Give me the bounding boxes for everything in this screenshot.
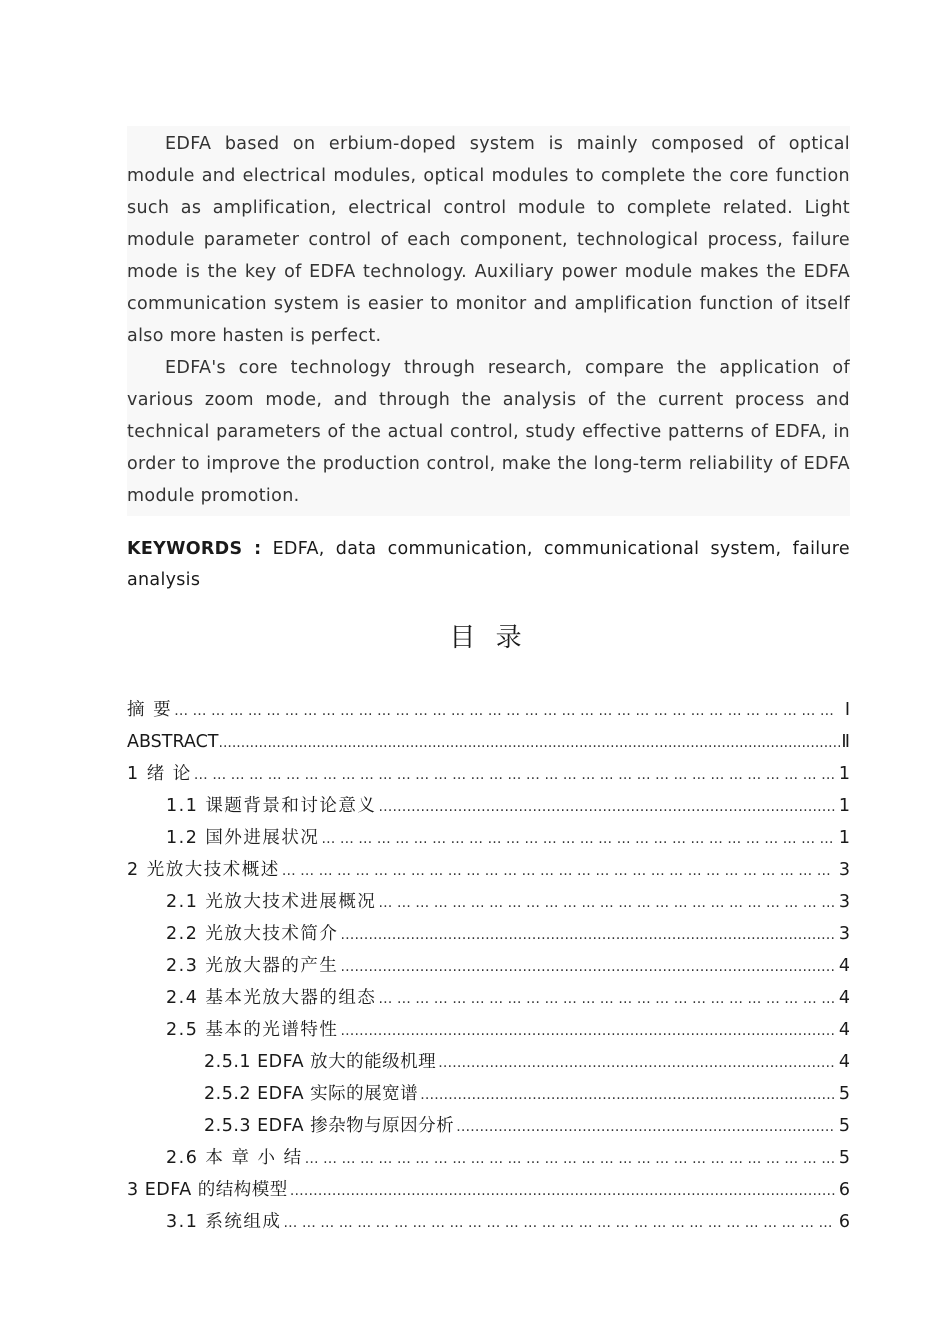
toc-leader bbox=[378, 983, 834, 1014]
toc-entry-2-5-3[interactable] bbox=[127, 1110, 850, 1142]
toc-page-number: 5 bbox=[838, 1148, 850, 1168]
toc-leader bbox=[456, 1111, 835, 1142]
toc-leader bbox=[283, 1207, 834, 1238]
toc-entry-2-6[interactable] bbox=[127, 1142, 850, 1174]
toc-entry-text: 2.1 光放大技术进展概况 bbox=[166, 892, 377, 912]
toc-leader bbox=[340, 951, 834, 982]
toc-page-number: 1 bbox=[838, 828, 850, 848]
toc-entry-2-5[interactable] bbox=[127, 1014, 850, 1046]
abstract-paragraph-2: EDFA's core technology through research, compare the application of various zoom mode, and through the analysis of the current process and technical parameters of the actual control, study effective patterns of EDFA, in order to improve the production control, make the long-term reliability of EDFA module promotion. bbox=[127, 358, 850, 506]
toc-entry-chapter-1[interactable] bbox=[127, 758, 850, 790]
toc-entry-chapter-3[interactable] bbox=[127, 1174, 850, 1206]
toc-entry-1-1[interactable] bbox=[127, 790, 850, 822]
toc-entry-1-2[interactable] bbox=[127, 822, 850, 854]
toc-entry-2-4[interactable] bbox=[127, 982, 850, 1014]
toc-leader bbox=[378, 887, 834, 918]
toc-entry-text: 3.1 系统组成 bbox=[166, 1212, 282, 1232]
toc-entry-2-1[interactable] bbox=[127, 886, 850, 918]
toc-entry-text: 摘 要 bbox=[127, 700, 173, 720]
toc-page-number: 4 bbox=[838, 956, 850, 976]
abstract-section bbox=[127, 126, 850, 516]
toc-entry-text: 1.2 国外进展状况 bbox=[166, 828, 320, 848]
toc-leader bbox=[282, 855, 835, 886]
toc-leader bbox=[194, 759, 835, 790]
toc-leader bbox=[378, 791, 834, 822]
keywords-line bbox=[127, 534, 850, 596]
toc-entry-2-5-1[interactable] bbox=[127, 1046, 850, 1078]
toc-entry-text: ABSTRACT bbox=[127, 732, 219, 752]
toc-entry-text: 2 光放大技术概述 bbox=[127, 860, 280, 880]
toc-leader bbox=[340, 919, 834, 950]
toc-entry-2-2[interactable] bbox=[127, 918, 850, 950]
toc-entry-abstract-cn[interactable] bbox=[127, 694, 850, 726]
toc-leader bbox=[219, 727, 841, 758]
toc-leader bbox=[438, 1047, 835, 1078]
keywords-text: EDFA, data communication, communicational system, failure analysis bbox=[127, 539, 850, 590]
toc-title: 目 录 bbox=[449, 623, 528, 653]
toc-entry-3-1[interactable] bbox=[127, 1206, 850, 1238]
toc-page-number: 1 bbox=[838, 764, 850, 784]
toc-leader bbox=[174, 695, 836, 726]
table-of-contents bbox=[127, 694, 850, 1238]
toc-leader bbox=[420, 1079, 835, 1110]
toc-entry-text: 2.3 光放大器的产生 bbox=[166, 956, 339, 976]
abstract-paragraph-1: EDFA based on erbium-doped system is mainly composed of optical module and electrical modules, optical modules to complete the core function such as amplification, electrical control module to complete related. Light module parameter control of each component, technological process, failure mode is the key of EDFA technology. Auxiliary power module makes the EDFA communication system is easier to monitor and amplification function of itself also more hasten is perfect. bbox=[127, 134, 850, 346]
toc-page-number: 6 bbox=[838, 1212, 850, 1232]
toc-entry-text: 2.5.1 EDFA 放大的能级机理 bbox=[204, 1052, 437, 1072]
toc-page-number: Ⅱ bbox=[841, 732, 850, 752]
toc-entry-text: 1 绪 论 bbox=[127, 764, 192, 784]
toc-entry-text: 1.1 课题背景和讨论意义 bbox=[166, 796, 377, 816]
toc-entry-text: 2.6 本 章 小 结 bbox=[166, 1148, 303, 1168]
toc-entry-2-3[interactable] bbox=[127, 950, 850, 982]
toc-page-number: 6 bbox=[838, 1180, 850, 1200]
toc-page-number: 5 bbox=[838, 1084, 850, 1104]
toc-entry-text: 2.5 基本的光谱特性 bbox=[166, 1020, 339, 1040]
toc-entry-text: 2.5.3 EDFA 掺杂物与原因分析 bbox=[204, 1116, 455, 1136]
toc-page-number: 3 bbox=[838, 924, 850, 944]
toc-page-number: 5 bbox=[838, 1116, 850, 1136]
toc-leader bbox=[305, 1143, 835, 1174]
toc-leader bbox=[321, 823, 834, 854]
toc-page-number: 4 bbox=[838, 988, 850, 1008]
toc-page-number: 3 bbox=[838, 860, 850, 880]
toc-page-number: 4 bbox=[838, 1052, 850, 1072]
toc-entry-text: 3 EDFA 的结构模型 bbox=[127, 1180, 288, 1200]
toc-page-number: 3 bbox=[838, 892, 850, 912]
toc-entry-text: 2.5.2 EDFA 实际的展宽谱 bbox=[204, 1084, 419, 1104]
toc-leader bbox=[290, 1175, 835, 1206]
toc-page-number: 4 bbox=[838, 1020, 850, 1040]
keywords-label: KEYWORDS : bbox=[127, 539, 262, 559]
toc-leader bbox=[340, 1015, 834, 1046]
toc-entry-text: 2.2 光放大技术简介 bbox=[166, 924, 339, 944]
toc-entry-text: 2.4 基本光放大器的组态 bbox=[166, 988, 377, 1008]
toc-entry-abstract-en[interactable] bbox=[127, 726, 850, 758]
toc-entry-2-5-2[interactable] bbox=[127, 1078, 850, 1110]
document-page bbox=[127, 126, 850, 1238]
toc-page-number: 1 bbox=[838, 796, 850, 816]
toc-page-number: Ⅰ bbox=[844, 700, 850, 720]
toc-entry-chapter-2[interactable] bbox=[127, 854, 850, 886]
